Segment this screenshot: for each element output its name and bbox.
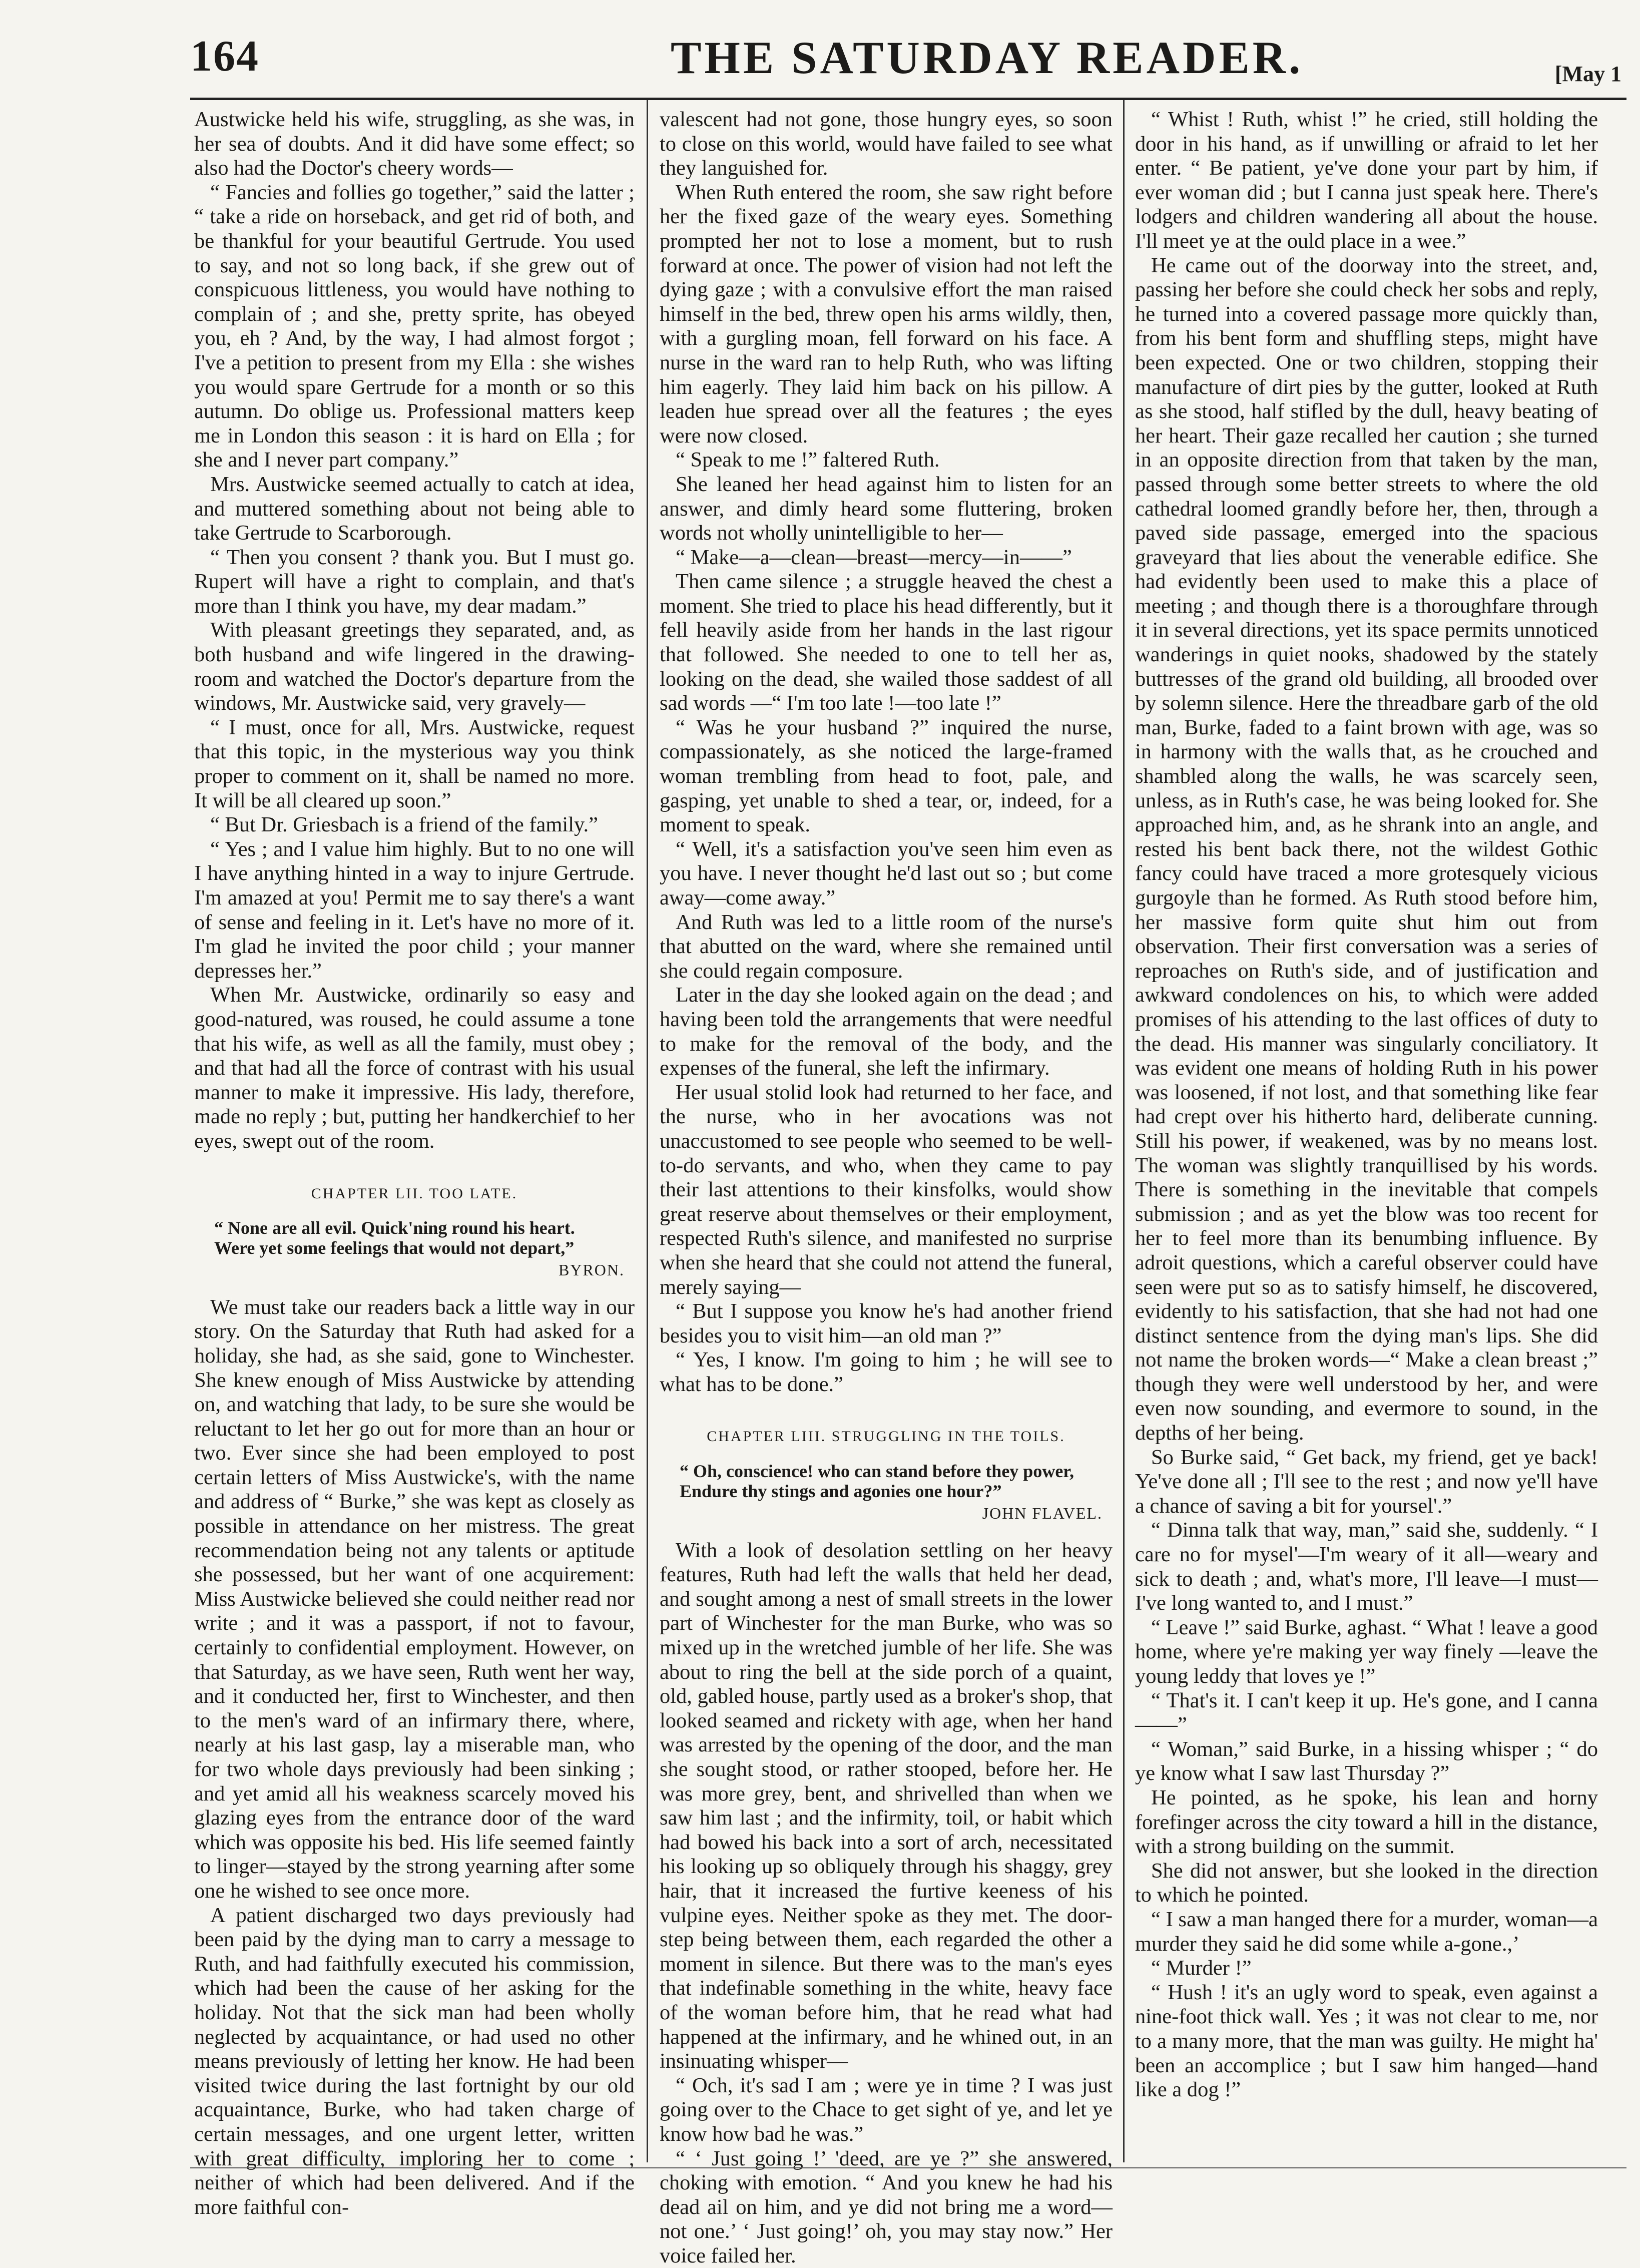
paragraph: And Ruth was led to a little room of the nurse's that abutted on the ward, where she remained until she could regain composure. (660, 911, 1113, 984)
chapter-heading: CHAPTER LII. TOO LATE. (194, 1182, 635, 1206)
column-divider (647, 100, 648, 2162)
paragraph: “ Was he your husband ?” inquired the nurse, compassionately, as she noticed the large-framed woman trembling from head to foot, pale, and gasping, yet unable to shed a tear, or, indeed, for a moment to speak. (660, 716, 1113, 837)
paragraph: Mrs. Austwicke seemed actually to catch at idea, and muttered something about not being able to take Gertrude to Scarborough. (194, 473, 635, 546)
paragraph: “ Dinna talk that way, man,” said she, suddenly. “ I care no for mysel'—I'm weary of it all—weary and sick to death ; and, what's more, I'll leave—I must—I've long wanted to, and I must.” (1135, 1518, 1598, 1615)
page-number: 164 (190, 31, 259, 82)
paragraph: “ Make—a—clean—breast—mercy—in——” (660, 546, 1113, 570)
paragraph: “ Yes ; and I value him highly. But to no one will I have anything hinted in a way to injure Gertrude. I'm amazed at you! Permit me to say there's a want of sense and feeling in it. Let's have no more of it. I'm glad he invited the poor child ; your manner depresses her.” (194, 837, 635, 984)
column-3 (1135, 108, 1598, 2155)
page-header (190, 26, 1621, 96)
paragraph: “ Fancies and follies go together,” said the latter ; “ take a ride on horseback, and get rid of both, and be thankful for your beautiful Gertrude. You used to say, and not so long back, if she grew out of conspicuous littleness, you would have nothing to complain of ; and she, pretty sprite, has obeyed you, eh ? And, by the way, I had almost forgot ; I've a petition to present from my Ella : she wishes you would spare Gertrude for a month or so this autumn. Do oblige us. Professional matters keep me in London this season : it is hard on Ella ; for she and I never part company.” (194, 181, 635, 473)
paragraph: She leaned her head against him to listen for an answer, and dimly heard some fluttering, broken words not wholly unintelligible to her— (660, 473, 1113, 546)
chapter-heading: CHAPTER LIII. STRUGGLING IN THE TOILS. (660, 1425, 1113, 1449)
paragraph: “ I saw a man hanged there for a murder, woman—a murder they said he did some while a-gone.,’ (1135, 1908, 1598, 1956)
paragraph: With a look of desolation settling on her heavy features, Ruth had left the walls that held her dead, and sought among a nest of small streets in the lower part of Winchester for the man Burke, who was so mixed up in the wretched jumble of her life. She was about to ring the bell at the side porch of a quaint, old, gabled house, partly used as a broker's shop, that looked seamed and rickety with age, when her hand was arrested by the opening of the door, and the man she sought stood, or rather stooped, before her. He was more grey, bent, and shrivelled than when we saw him last ; and the infirmity, toil, or habit which had bowed his back into a sort of arch, necessitated his looking up so obliquely through his shaggy, grey hair, that it increased the furtive keeness of his vulpine eyes. Neither spoke as they met. The door-step being between them, each regarded the other a moment in silence. But there was to the man's eyes that indefinable something in the white, heavy face of the woman before him, that he read what had happened at the infirmary, and he whined out, in an insinuating whisper— (660, 1539, 1113, 2074)
paragraph: With pleasant greetings they separated, and, as both husband and wife lingered in the drawing-room and watched the Doctor's departure from the windows, Mr. Austwicke said, very gravely— (194, 618, 635, 715)
paragraph: “ Leave !” said Burke, aghast. “ What ! leave a good home, where ye're making yer way finely —leave the young leddy that loves ye !” (1135, 1616, 1598, 1689)
paragraph: When Mr. Austwicke, ordinarily so easy and good-natured, was roused, he could assume a tone that his wife, as well as all the family, must obey ; and that had all the force of contrast with his usual manner to make it impressive. His lady, therefore, made no reply ; but, putting her handkerchief to her eyes, swept out of the room. (194, 983, 635, 1153)
paragraph: “ Murder !” (1135, 1956, 1598, 1981)
paragraph: “ Och, it's sad I am ; were ye in time ? I was just going over to the Chace to get sight of ye, and let ye know how bad he was.” (660, 2074, 1113, 2147)
footer-rule (190, 2167, 1626, 2168)
paragraph: valescent had not gone, those hungry eyes, so soon to close on this world, would have failed to see what they languished for. (660, 108, 1113, 181)
paragraph: Austwicke held his wife, struggling, as she was, in her sea of doubts. And it did have some effect; so also had the Doctor's cheery words— (194, 108, 635, 181)
column-1 (194, 108, 635, 2155)
paragraph: A patient discharged two days previously had been paid by the dying man to carry a message to Ruth, and had faithfully executed his commission, which had been the cause of her asking for the holiday. Not that the sick man had been wholly neglected by acquaintance, or had used no other means previously of letting her know. He had been visited twice during the last fortnight by our old acquaintance, Burke, who had taken charge of certain messages, and one urgent letter, written with great difficulty, imploring her to come ; neither of which had been delivered. And if the more faithful con- (194, 1904, 635, 2220)
paragraph: “ Whist ! Ruth, whist !” he cried, still holding the door in his hand, as if unwilling or afraid to let her enter. “ Be patient, ye've done your part by him, if ever woman did ; but I canna just speak here. There's lodgers and children wandering all about the house. I'll meet ye at the ould place in a wee.” (1135, 108, 1598, 254)
paragraph: Then came silence ; a struggle heaved the chest a moment. She tried to place his head differently, but it fell heavily aside from her hands in the last rigour that followed. She needed to one to tell her as, looking on the dead, she wailed those saddest of all sad words —“ I'm too late !—too late !” (660, 570, 1113, 716)
paragraph: Later in the day she looked again on the dead ; and having been told the arrangements that were needful to make for the removal of the body, and the expenses of the funeral, she left the infirmary. (660, 983, 1113, 1080)
paragraph: “ But Dr. Griesbach is a friend of the family.” (194, 813, 635, 837)
epigraph-author: JOHN FLAVEL. (660, 1501, 1103, 1526)
paragraph: “ Speak to me !” faltered Ruth. (660, 448, 1113, 473)
dateline: [May 1 (1555, 61, 1621, 87)
paragraph: So Burke said, “ Get back, my friend, get ye back! Ye've done all ; I'll see to the rest ; and now ye'll have a chance of saving a bit for yoursel'.” (1135, 1446, 1598, 1519)
paragraph: Her usual stolid look had returned to her face, and the nurse, who in her avocations was not unaccustomed to see people who seemed to be well-to-do servants, and who, when they came to pay their last attentions to their kinsfolks, would show great reserve about themselves or their employment, respected Ruth's silence, and manifested no surprise when she heard that she could not attend the funeral, merely saying— (660, 1081, 1113, 1299)
paragraph: “ That's it. I can't keep it up. He's gone, and I canna——” (1135, 1689, 1598, 1737)
column-divider (1123, 100, 1125, 2162)
epigraph-line: Endure thy stings and agonies one hour?” (680, 1481, 1113, 1501)
masthead-title: THE SATURDAY READER. (671, 31, 1303, 84)
paragraph: He pointed, as he spoke, his lean and horny forefinger across the city toward a hill in the distance, with a strong building on the summit. (1135, 1786, 1598, 1859)
epigraph-line: “ None are all evil. Quick'ning round his heart. (214, 1218, 635, 1238)
epigraph-author: BYRON. (194, 1258, 625, 1282)
paragraph: “ Yes, I know. I'm going to him ; he will see to what has to be done.” (660, 1348, 1113, 1397)
paragraph: “ Woman,” said Burke, in a hissing whisper ; “ do ye know what I saw last Thursday ?” (1135, 1737, 1598, 1786)
paragraph: She did not answer, but she looked in the direction to which he pointed. (1135, 1859, 1598, 1908)
epigraph-line: “ Oh, conscience! who can stand before they power, (680, 1461, 1113, 1481)
paragraph: “ Then you consent ? thank you. But I must go. Rupert will have a right to complain, and that's more than I think you have, my dear madam.” (194, 546, 635, 619)
paragraph: “ But I suppose you know he's had another friend besides you to visit him—an old man ?” (660, 1299, 1113, 1348)
paragraph: “ Well, it's a satisfaction you've seen him even as you have. I never thought he'd last out so ; but come away—come away.” (660, 837, 1113, 911)
epigraph-line: Were yet some feelings that would not depart,” (214, 1238, 635, 1258)
column-2 (660, 108, 1113, 2155)
paragraph: “ Hush ! it's an ugly word to speak, even against a nine-foot thick wall. Yes ; it was not clear to me, nor to a many more, that the man was guilty. He might ha' been an accomplice ; but I saw him hanged—hand like a dog !” (1135, 1981, 1598, 2102)
paragraph: “ I must, once for all, Mrs. Austwicke, request that this topic, in the mysterious way you think proper to comment on it, shall be named no more. It will be all cleared up soon.” (194, 716, 635, 813)
paragraph: He came out of the doorway into the street, and, passing her before she could check her sobs and reply, he turned into a covered passage more quickly than, from his bent form and shuffling steps, might have been expected. One or two children, stopping their manufacture of dirt pies by the gutter, looked at Ruth as she stood, half stifled by the dull, heavy beating of her heart. Their gaze recalled her caution ; she turned in an opposite direction from that taken by the man, passed through some better streets to where the old cathedral loomed grandly before her, then, through a paved side passage, emerged into the spacious graveyard that lies about the venerable edifice. She had evidently been used to make this a place of meeting ; and though there is a thoroughfare through it in several directions, yet its space permits unnoticed wanderings in quiet nooks, shadowed by the stately buttresses of the grand old building, all brooded over by solemn silence. Here the threadbare garb of the old man, Burke, faded to a faint brown with age, was so in harmony with the walls that, as he crouched and shambled along the walls, he was scarcely seen, unless, as in Ruth's case, he was being looked for. She approached him, and, as he shrank into an angle, and rested his bent back there, not the wildest Gothic fancy could have traced a more grotesquely vicious gurgoyle than he formed. As Ruth stood before him, her massive form quite shut him out from observation. Their first conversation was a series of reproaches on Ruth's side, and of justification and awkward condolences on his, to which were added promises of his attending to the last offices of duty to the dead. His manner was singularly conciliatory. It was evident one means of holding Ruth in his power was loosened, if not lost, and that something like fear had crept over his hitherto hard, deliberate cunning. Still his power, if weakened, was by no means lost. The woman was slightly tranquillised by his words. There is something in the inevitable that compels submission ; and as yet the blow was too recent for her to feel more than its benumbing influence. By adroit questions, which a careful observer could have seen were put so as to satisfy himself, he discovered, evidently to his satisfaction, that she had not had one distinct sentence from the dying man's lips. She did not name the broken words—“ Make a clean breast ;” though they were well understood by her, and were even now sounding, and evermore to sound, in the depths of her being. (1135, 254, 1598, 1446)
header-rule (190, 98, 1626, 100)
paragraph: We must take our readers back a little way in our story. On the Saturday that Ruth had asked for a holiday, she had, as she said, gone to Winchester. She knew enough of Miss Austwicke by attending on, and watching that lady, to be sure she would be reluctant to let her go out for more than an hour or two. Ever since she had been employed to post certain letters of Miss Austwicke's, with the name and address of “ Burke,” she was kept as closely as possible in attendance on her mistress. The great recommendation being not any talents or aptitude she possessed, but her want of one acquirement: Miss Austwicke believed she could neither read nor write ; and it was a passport, if not to favour, certainly to confidential employment. However, on that Saturday, as we have seen, Ruth went her way, and it conducted her, first to Winchester, and then to the men's ward of an infirmary there, where, nearly at his last gasp, lay a miserable man, who for two whole days previously had been sinking ; and yet amid all his weakness scarcely moved his glazing eyes from the entrance door of the ward which was opposite his bed. His life seemed faintly to linger—stayed by the strong yearning after some one he wished to see once more. (194, 1295, 635, 1904)
paragraph: When Ruth entered the room, she saw right before her the fixed gaze of the weary eyes. Something prompted her not to lose a moment, but to rush forward at once. The power of vision had not left the dying gaze ; with a convulsive effort the man raised himself in the bed, threw open his arms wildly, then, with a gurgling moan, fell forward on his face. A nurse in the ward ran to help Ruth, who was lifting him eagerly. They laid him back on his pillow. A leaden hue spread over all the features ; the eyes were now closed. (660, 181, 1113, 448)
paragraph: “ ‘ Just going !’ 'deed, are ye ?” she answered, choking with emotion. “ And you knew he had his dead ail on him, and ye did not bring me a word—not one.’ ‘ Just going!’ oh, you may stay now.” Her voice failed her. (660, 2147, 1113, 2268)
